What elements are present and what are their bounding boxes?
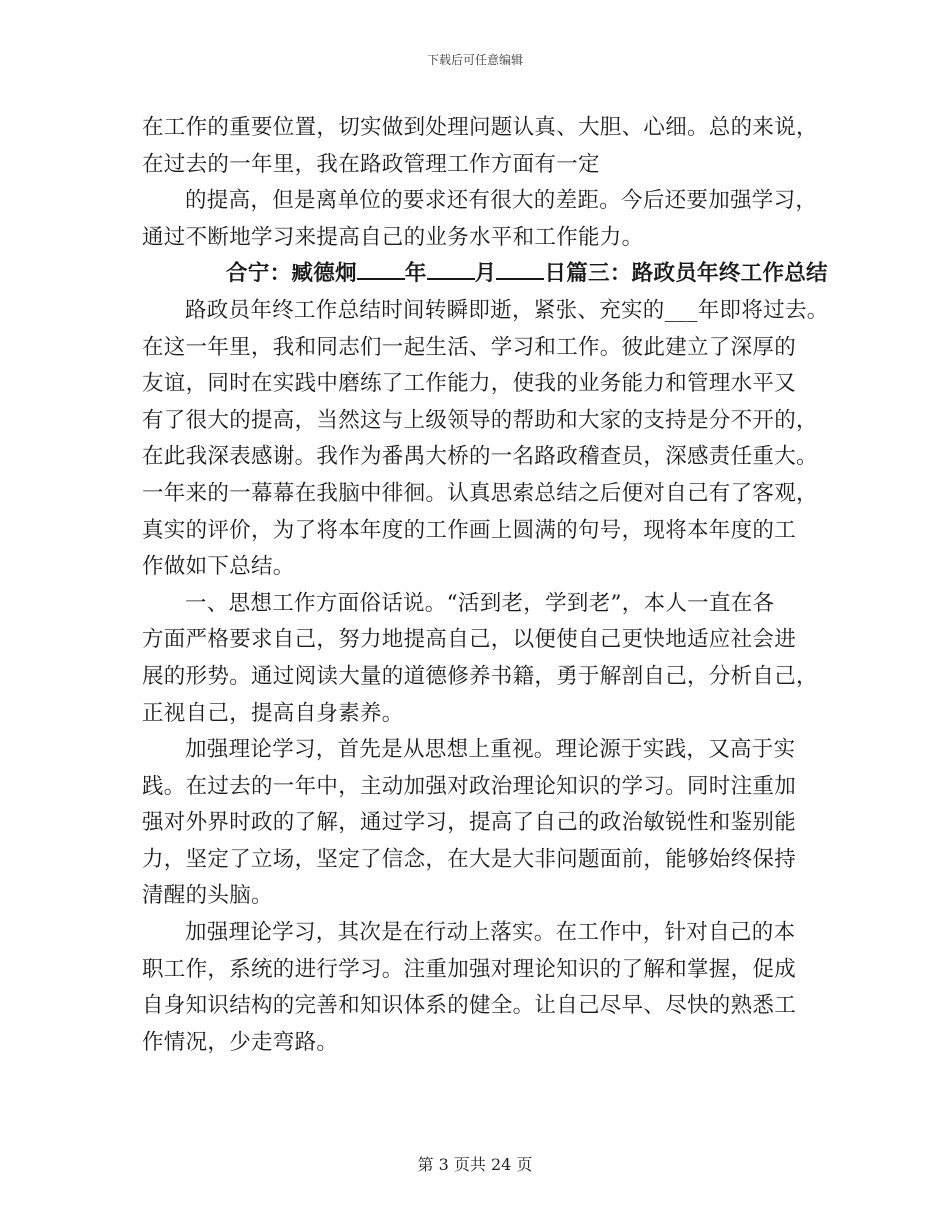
paragraph-line: 的提高，但是离单位的要求还有很大的差距。今后还要加强学习， (185, 188, 818, 214)
paragraph-line: 在过去的一年里，我在路政管理工作方面有一定 (142, 151, 600, 177)
blank-underline (496, 256, 544, 280)
paragraph-line: 作情况，少走弯路。 (142, 1029, 339, 1055)
blank-underline (427, 256, 475, 280)
paragraph-line: 在这一年里，我和同志们一起生活、学习和工作。彼此建立了深厚的 (142, 334, 797, 360)
header-note: 下载后可任意编辑 (426, 53, 523, 67)
blank-underline (357, 256, 405, 280)
paragraph-line: 作做如下总结。 (142, 554, 295, 580)
paragraph-line: 友谊，同时在实践中磨练了工作能力，使我的业务能力和管理水平又 (142, 371, 797, 397)
paragraph-line: 清醒的头脑。 (142, 883, 273, 909)
paragraph-line: 正视自己，提高自身素养。 (142, 700, 404, 726)
heading-year: 年 (404, 261, 427, 287)
paragraph-line: 路政员年终工作总结时间转瞬即逝，紧张、充实的___年即将过去。 (185, 297, 829, 323)
paragraph-line: 加强理论学习，其次是在行动上落实。在工作中，针对自己的本 (185, 920, 796, 946)
paragraph-line: 力，坚定了立场，坚定了信念，在大是大非问题面前，能够始终保持 (142, 846, 797, 872)
heading-signature: 合宁：臧德炯 (226, 261, 357, 287)
heading-month: 月 (474, 261, 497, 287)
heading-title: 日篇三：路政员年终工作总结 (544, 261, 828, 287)
paragraph-line: 自身知识结构的完善和知识体系的健全。让自己尽早、尽快的熟悉工 (142, 993, 797, 1019)
paragraph-line: 在此我深表感谢。我作为番禺大桥的一名路政稽查员，深感责任重大。 (142, 444, 818, 470)
paragraph-line: 通过不断地学习来提高自己的业务水平和工作能力。 (142, 224, 644, 250)
document-body (142, 110, 842, 1061)
page-number: 第 3 页共 24 页 (417, 1155, 533, 1174)
paragraph-line: 展的形势。通过阅读大量的道德修养书籍，勇于解剖自己，分析自己， (142, 663, 818, 689)
paragraph-line: 强对外界时政的了解，通过学习，提高了自己的政治敏锐性和鉴别能 (142, 810, 797, 836)
paragraph-line: 在工作的重要位置，切实做到处理问题认真、大胆、心细。总的来说， (142, 115, 818, 140)
section-heading (142, 256, 842, 293)
paragraph-line: 方面严格要求自己，努力地提高自己，以便使自己更快地适应社会进 (142, 627, 797, 653)
paragraph-line: 一、思想工作方面俗话说。“活到老，学到老”，本人一直在各 (185, 590, 775, 616)
paragraph-line: 践。在过去的一年中，主动加强对政治理论知识的学习。同时注重加 (142, 773, 797, 799)
paragraph-line: 加强理论学习，首先是从思想上重视。理论源于实践，又高于实 (185, 737, 796, 763)
paragraph-line: 职工作，系统的进行学习。注重加强对理论知识的了解和掌握，促成 (142, 956, 797, 982)
paragraph-line: 一年来的一幕幕在我脑中徘徊。认真思索总结之后便对自己有了客观， (142, 480, 818, 506)
paragraph-line: 真实的评价，为了将本年度的工作画上圆满的句号，现将本年度的工 (142, 517, 797, 543)
paragraph-line: 有了很大的提高，当然这与上级领导的帮助和大家的支持是分不开的， (142, 407, 818, 433)
